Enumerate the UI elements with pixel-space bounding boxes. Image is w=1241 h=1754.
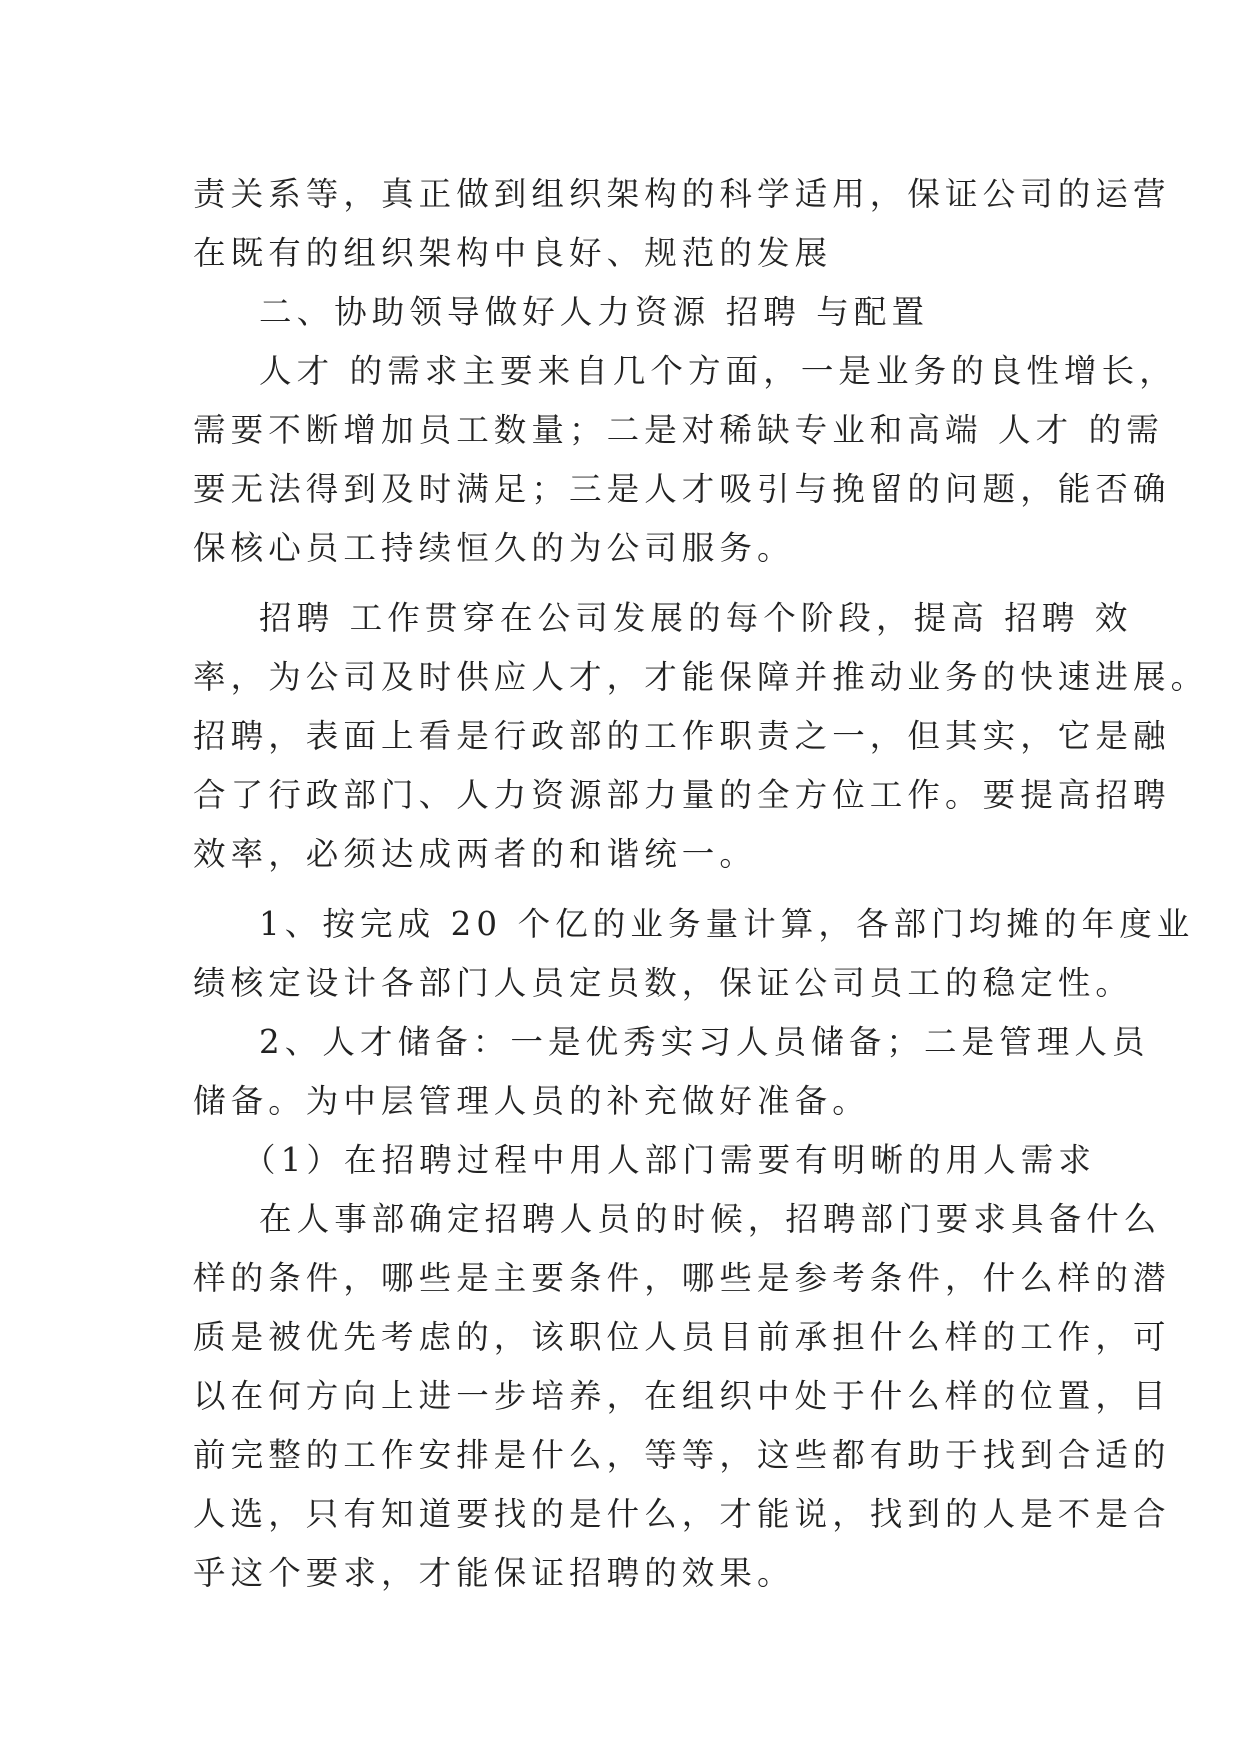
text-line: 需要不断增加员工数量；二是对稀缺专业和高端 人才 的需 xyxy=(193,411,1164,449)
text-line: 样的条件，哪些是主要条件，哪些是参考条件，什么样的潜 xyxy=(193,1259,1171,1297)
paragraph-gap xyxy=(193,884,1053,895)
text-line: 1、按完成 20 个亿的业务量计算，各部门均摊的年度业 xyxy=(259,905,1195,943)
text-line: 招聘 工作贯穿在公司发展的每个阶段，提高 招聘 效 xyxy=(259,599,1133,637)
text-line: 绩核定设计各部门人员定员数，保证公司员工的稳定性。 xyxy=(193,964,1134,1002)
paragraph-gap xyxy=(193,578,1053,589)
text-line: 乎这个要求，才能保证招聘的效果。 xyxy=(193,1554,795,1592)
text-line: 2、人才储备：一是优秀实习人员储备；二是管理人员 xyxy=(259,1023,1150,1061)
text-line: 合了行政部门、人力资源部力量的全方位工作。要提高招聘 xyxy=(193,776,1171,814)
text-line: 效率，必须达成两者的和谐统一。 xyxy=(193,835,758,873)
document-body xyxy=(193,165,1209,1603)
text-line: 以在何方向上进一步培养，在组织中处于什么样的位置，目 xyxy=(193,1377,1171,1415)
text-line: 在人事部确定招聘人员的时候，招聘部门要求具备什么 xyxy=(259,1200,1162,1238)
section-heading: 二、协助领导做好人力资源 招聘 与配置 xyxy=(259,293,930,331)
text-line: 责关系等，真正做到组织架构的科学适用，保证公司的运营 xyxy=(193,175,1171,213)
text-line: 在既有的组织架构中良好、规范的发展 xyxy=(193,234,833,272)
text-line: 人选，只有知道要找的是什么，才能说，找到的人是不是合 xyxy=(193,1495,1171,1533)
text-line: 质是被优先考虑的，该职位人员目前承担什么样的工作，可 xyxy=(193,1318,1171,1356)
text-line: 招聘，表面上看是行政部的工作职责之一，但其实，它是融 xyxy=(193,717,1171,755)
text-line: 储备。为中层管理人员的补充做好准备。 xyxy=(193,1082,870,1120)
text-line: 要无法得到及时满足；三是人才吸引与挽留的问题，能否确 xyxy=(193,470,1171,508)
text-line: 保核心员工持续恒久的为公司服务。 xyxy=(193,529,795,567)
text-line: 前完整的工作安排是什么，等等，这些都有助于找到合适的 xyxy=(193,1436,1171,1474)
text-line: 率，为公司及时供应人才，才能保障并推动业务的快速进展。 xyxy=(193,658,1209,696)
subsection-heading: （1）在招聘过程中用人部门需要有明晰的用人需求 xyxy=(243,1141,1096,1179)
text-line: 人才 的需求主要来自几个方面，一是业务的良性增长， xyxy=(259,352,1177,390)
